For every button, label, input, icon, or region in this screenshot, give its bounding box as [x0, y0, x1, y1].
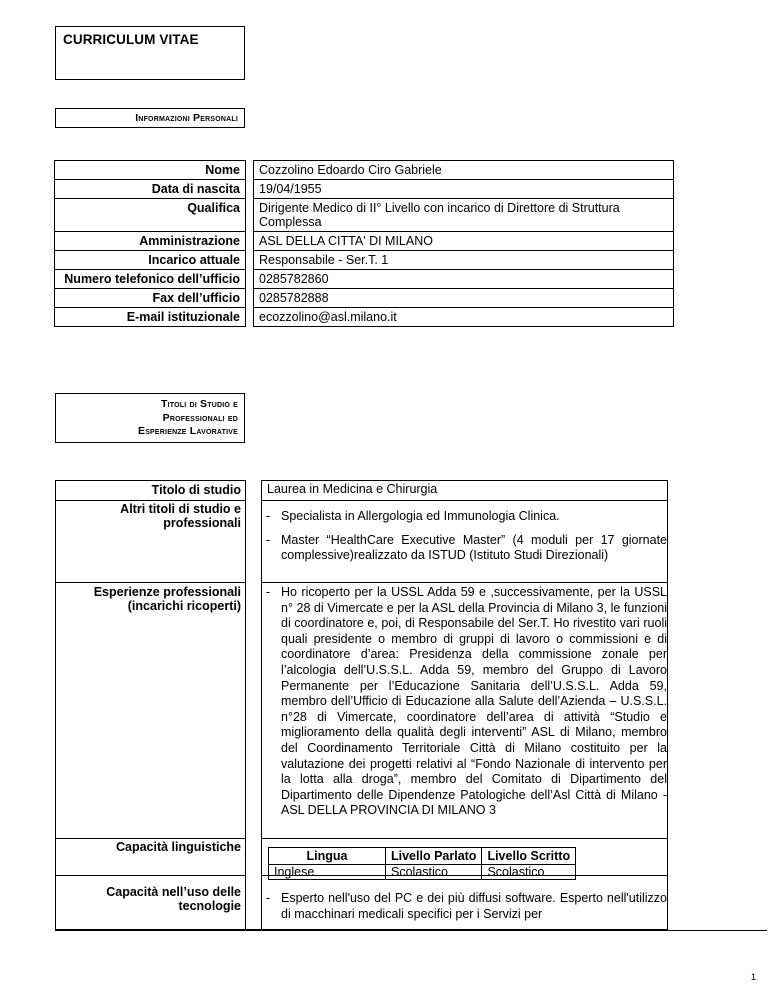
list-item-text: Esperto nell'uso del PC e dei più diffusi software. Esperto nell'utilizzo di macchinari medicali specifici per i Servizi per [281, 891, 667, 921]
dash-marker: - [266, 585, 271, 599]
table-row [55, 289, 674, 308]
section-heading-line: Professionali ed [162, 411, 238, 424]
list-item [266, 585, 667, 819]
dash-marker: - [266, 509, 271, 523]
label-email: E-mail istituzionale [55, 308, 246, 327]
section-heading-line: Esperienze Lavorative [137, 425, 238, 437]
altri-titoli-list [261, 509, 667, 564]
label-tecnologie: Capacità nell’uso delle tecnologie [106, 885, 241, 913]
table-row [55, 161, 674, 180]
list-item-text: Master “HealthCare Executive Master” (4 moduli per 17 giornate complessive)realizzato da ISTUD (Istituto Studi Direzionali) [281, 532, 667, 563]
list-item [266, 509, 667, 525]
value-qualifica: Dirigente Medico di II° Livello con incarico di Direttore di Struttura Complessa [254, 199, 674, 232]
list-item-text: Ho ricoperto per la USSL Adda 59 e ,successivamente, per la USSL n° 28 di Vimercate e per la ASL della Provincia di Milano 3, le funzioni di coordinatore e, poi, di Responsabile del Ser.T. Ho rivestito vari ruoli quali presidente o membro di gruppi di lavoro o commissioni e di coordinatore d’area: Presidenza della commissione zonale per l’alcologia dell’U.S.S.L. Adda 59, membro del Gruppo di Lavoro Permanente per l’Educazione Sanitaria dell’U.S.S.L. Adda 59, membro dell’Ufficio di Educazione alla Salute dell’Azienda – U.S.S.L. n°28 di Vimercate, coordinatore dell’area di attività “Studio e miglioramento della qualità degli interventi” ASL di Milano, membro del Coordinamento Territoriale Città di Milano costituito per la valutazione dei progetti relativi al “Fondo Nazionale di intervento per la lotta alla droga”, membro del Comitato di Dipartimento del Dipartimento delle Dipendenze Patologiche dell’Asl Città di Milano - ASL DELLA PROVINCIA DI MILANO 3 [281, 585, 667, 818]
value-amministrazione: ASL DELLA CITTA' DI MILANO [254, 232, 674, 251]
label-incarico: Incarico attuale [55, 251, 246, 270]
label-telefono: Numero telefonico dell’ufficio [55, 270, 246, 289]
value-incarico: Responsabile - Ser.T. 1 [254, 251, 674, 270]
table-row [55, 270, 674, 289]
label-fax: Fax dell’ufficio [55, 289, 246, 308]
tecnologie-list [261, 891, 667, 922]
table-row [55, 232, 674, 251]
esperienze-list [261, 585, 667, 819]
page-number: 1 [751, 972, 757, 982]
value-telefono: 0285782860 [254, 270, 674, 289]
header-scritto: Livello Scritto [482, 848, 576, 865]
table-row [55, 251, 674, 270]
header-lingua: Lingua [269, 848, 386, 865]
footer-rule [55, 930, 767, 931]
table-row [269, 865, 576, 880]
value-fax: 0285782888 [254, 289, 674, 308]
value-data-nascita: 19/04/1955 [254, 180, 674, 199]
dash-marker: - [266, 891, 271, 905]
label-qualifica: Qualifica [55, 199, 246, 232]
cell-parlato: Scolastico [386, 865, 482, 880]
label-esperienze: Esperienze professionali (incarichi ricoperti) [93, 585, 241, 613]
cell-scritto: Scolastico [482, 865, 576, 880]
label-lingue: Capacità linguistiche [115, 840, 241, 854]
section-heading-studies [55, 393, 245, 443]
section-heading-personal [55, 108, 245, 128]
dash-marker: - [266, 532, 271, 547]
cv-title: CURRICULUM VITAE [63, 32, 199, 47]
value-email: ecozzolino@asl.milano.it [254, 308, 674, 327]
cell-lingua: Inglese [269, 865, 386, 880]
section-heading-personal-label: Informazioni Personali [56, 109, 244, 128]
languages-table [268, 847, 576, 880]
section-heading-studies-label [56, 394, 244, 443]
label-amministrazione: Amministrazione [55, 232, 246, 251]
label-data-nascita: Data di nascita [55, 180, 246, 199]
value-nome: Cozzolino Edoardo Ciro Gabriele [254, 161, 674, 180]
label-titolo-studio: Titolo di studio [151, 483, 241, 497]
list-item-text: Specialista in Allergologia ed Immunologia Clinica. [281, 509, 560, 523]
table-row [269, 848, 576, 865]
table-row [55, 180, 674, 199]
table-row [55, 199, 674, 232]
label-nome: Nome [55, 161, 246, 180]
list-item [266, 533, 667, 564]
list-item [266, 891, 667, 922]
value-titolo-studio: Laurea in Medicina e Chirurgia [267, 482, 438, 496]
header-parlato: Livello Parlato [386, 848, 482, 865]
cv-title-box [55, 26, 245, 80]
label-altri-titoli: Altri titoli di studio e professionali [120, 502, 241, 530]
section-heading-line: Titoli di Studio e [161, 398, 238, 410]
personal-info-table [54, 160, 674, 327]
table-row [55, 308, 674, 327]
